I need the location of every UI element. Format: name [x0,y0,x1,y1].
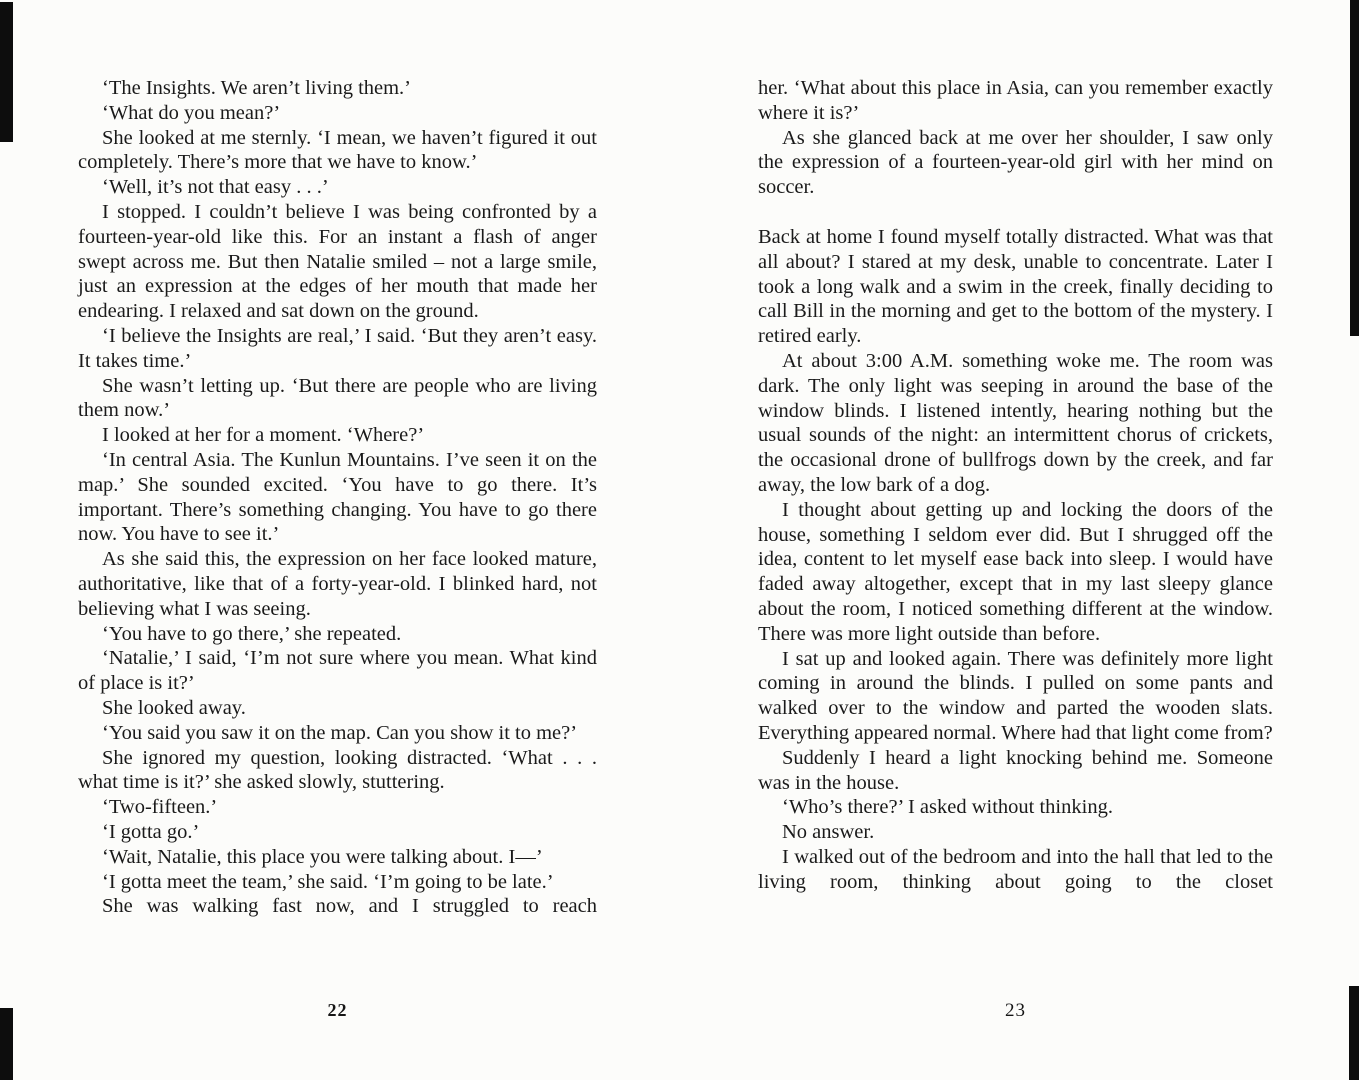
paragraph: She looked away. [102,696,246,719]
paragraph: She was walking fast now, and I struggled to reach [102,895,597,918]
paragraph: I walked out of the bedroom and into the hall that led to the living room, thinking about going to the closet [758,845,1273,893]
scan-edge-mark [1350,0,1359,336]
paragraph: As she said this, the expression on her face looked mature, authoritative, like that of a forty-year-old. I blinked hard, not believing what I was seeing. [78,548,597,620]
paragraph: Suddenly I heard a light knocking behind me. Someone was in the house. [758,746,1273,794]
paragraph: No answer. [782,821,875,844]
text-section [758,76,1273,200]
paragraph: At about 3:00 A.M. something woke me. The room was dark. The only light was seeping in around the base of the window blinds. I listened intently, hearing nothing but the usual sounds of the night: an intermittent chorus of crickets, the occasional drone of bullfrogs down by the creek, and far away, the low bark of a dog. [758,349,1273,496]
paragraph: ‘The Insights. We aren’t living them.’ [102,77,412,99]
paragraph: ‘You said you saw it on the map. Can you show it to me?’ [102,721,578,744]
paragraph: ‘What do you mean?’ [102,101,281,124]
paragraph: ‘Wait, Natalie, this place you were talking about. I—’ [102,845,543,868]
paragraph: She ignored my question, looking distracted. ‘What . . . what time is it?’ she asked slowly, stuttering. [78,746,597,794]
paragraph: I sat up and looked again. There was definitely more light coming in around the blinds. I pulled on some pants and walked over to the window and parted the wooden slats. Everything appeared normal. Where had that light come from? [758,647,1273,744]
paragraph: her. ‘What about this place in Asia, can you remember exactly where it is?’ [758,77,1273,124]
paragraph: ‘You have to go there,’ she repeated. [102,622,402,645]
page-number-right: 23 [1005,1000,1026,1021]
paragraph: I stopped. I couldn’t believe I was being confronted by a fourteen-year-old like this. For an instant a flash of anger swept across me. But then Natalie smiled – not a large smile, just an expression at the edges of her mouth that made her endearing. I relaxed and sat down on the ground. [78,200,597,323]
scan-edge-mark [1349,986,1359,1080]
paragraph: ‘I gotta go.’ [102,820,200,843]
page-left-text [78,76,597,919]
scan-edge-mark [0,2,13,142]
paragraph: ‘Natalie,’ I said, ‘I’m not sure where you mean. What kind of place is it?’ [78,647,597,695]
paragraph: She wasn’t letting up. ‘But there are people who are living them now.’ [78,374,597,422]
paragraph: Back at home I found myself totally distracted. What was that all about? I stared at my desk, unable to concentrate. Later I took a long walk and a swim in the creek, finally deciding to call Bill in the morning and get to the bottom of the mystery. I retired early. [758,225,1273,348]
paragraph: I thought about getting up and locking the doors of the house, something I seldom ever did. But I shrugged off the idea, content to let myself ease back into sleep. I would have faded away altogether, except that in my last sleepy glance about the room, I noticed something different at the window. There was more light outside than before. [758,498,1273,645]
paragraph: ‘In central Asia. The Kunlun Mountains. I’ve seen it on the map.’ She sounded excited. ‘You have to go there. It’s important. There’s something changing. You have to go there now. You have to see it.’ [78,448,597,546]
paragraph: ‘Who’s there?’ I asked without thinking. [782,796,1113,819]
paragraph: She looked at me sternly. ‘I mean, we haven’t figured it out completely. There’s more that we have to know.’ [78,126,597,174]
paragraph: ‘I gotta meet the team,’ she said. ‘I’m going to be late.’ [102,870,554,893]
page-number-left: 22 [327,1000,348,1020]
page-right-text [758,76,1273,895]
paragraph: ‘Two-fifteen.’ [102,796,218,819]
paragraph: ‘Well, it’s not that easy . . .’ [102,176,329,199]
scan-edge-mark [0,1008,13,1080]
text-section [758,225,1273,895]
paragraph: ‘I believe the Insights are real,’ I said. ‘But they aren’t easy. It takes time.’ [78,324,597,372]
paragraph: As she glanced back at me over her shoulder, I saw only the expression of a fourteen-year-old girl with her mind on soccer. [758,126,1273,199]
paragraph: I looked at her for a moment. ‘Where?’ [102,424,425,447]
